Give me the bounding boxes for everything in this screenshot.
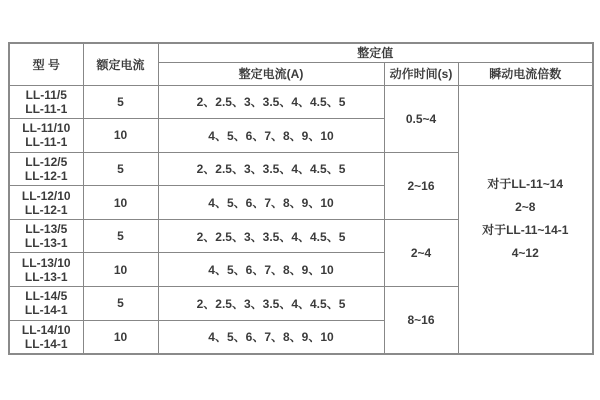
model-line1: LL-12/10 [21, 188, 71, 203]
model-line1: LL-13/10 [21, 255, 71, 270]
setting-current-cell: 4、5、6、7、8、9、10 [158, 186, 384, 220]
operate-time-cell: 2~4 [384, 219, 458, 286]
model-line1: LL-14/5 [25, 289, 68, 304]
instant-multiple-line: 2~8 [515, 200, 536, 215]
rated-current-cell: 5 [83, 152, 158, 186]
model-line2: LL-11-1 [25, 135, 68, 150]
model-line2: LL-14-1 [24, 303, 68, 318]
setting-current-cell: 2、2.5、3、3.5、4、4.5、5 [158, 85, 384, 119]
instant-multiple-line: 对于LL-11~14 [487, 177, 564, 192]
model-cell [9, 186, 83, 220]
model-line1: LL-13/5 [25, 222, 68, 237]
setting-current-cell: 4、5、6、7、8、9、10 [158, 119, 384, 153]
rated-current-cell: 5 [83, 85, 158, 119]
rated-current-cell: 5 [83, 219, 158, 253]
operate-time-cell: 0.5~4 [384, 85, 458, 152]
model-cell [9, 253, 83, 287]
model-cell [9, 119, 83, 153]
model-cell [9, 85, 83, 119]
model-line1: LL-11/5 [25, 87, 67, 102]
header-instant-multiple: 瞬动电流倍数 [458, 62, 593, 85]
instant-multiple-line: 对于LL-11~14-1 [482, 223, 569, 238]
table-row [9, 85, 593, 119]
rated-current-cell: 10 [83, 320, 158, 354]
model-line2: LL-12-1 [24, 168, 68, 183]
model-line1: LL-11/10 [22, 121, 71, 136]
instant-multiple-line: 4~12 [511, 246, 539, 261]
header-setting-value-group: 整定值 [158, 43, 593, 62]
header-model: 型 号 [9, 43, 83, 85]
model-line2: LL-13-1 [24, 236, 68, 251]
header-operate-time: 动作时间(s) [384, 62, 458, 85]
model-cell [9, 219, 83, 253]
model-line2: LL-12-1 [24, 202, 68, 217]
rated-current-cell: 10 [83, 119, 158, 153]
model-line2: LL-11-1 [25, 101, 68, 116]
header-rated-current: 额定电流 [83, 43, 158, 85]
setting-current-cell: 4、5、6、7、8、9、10 [158, 320, 384, 354]
header-setting-current: 整定电流(A) [158, 62, 384, 85]
setting-current-cell: 2、2.5、3、3.5、4、4.5、5 [158, 219, 384, 253]
model-cell [9, 320, 83, 354]
model-line1: LL-12/5 [25, 154, 68, 169]
rated-current-cell: 10 [83, 186, 158, 220]
instant-multiple-cell [458, 85, 593, 354]
operate-time-cell: 2~16 [384, 152, 458, 219]
model-line2: LL-14-1 [24, 336, 68, 351]
setting-current-cell: 2、2.5、3、3.5、4、4.5、5 [158, 152, 384, 186]
setting-current-cell: 2、2.5、3、3.5、4、4.5、5 [158, 287, 384, 321]
rated-current-cell: 10 [83, 253, 158, 287]
spec-table [8, 42, 594, 355]
setting-current-cell: 4、5、6、7、8、9、10 [158, 253, 384, 287]
model-cell [9, 152, 83, 186]
model-line2: LL-13-1 [24, 269, 68, 284]
model-cell [9, 287, 83, 321]
operate-time-cell: 8~16 [384, 287, 458, 354]
model-line1: LL-14/10 [21, 322, 71, 337]
rated-current-cell: 5 [83, 287, 158, 321]
